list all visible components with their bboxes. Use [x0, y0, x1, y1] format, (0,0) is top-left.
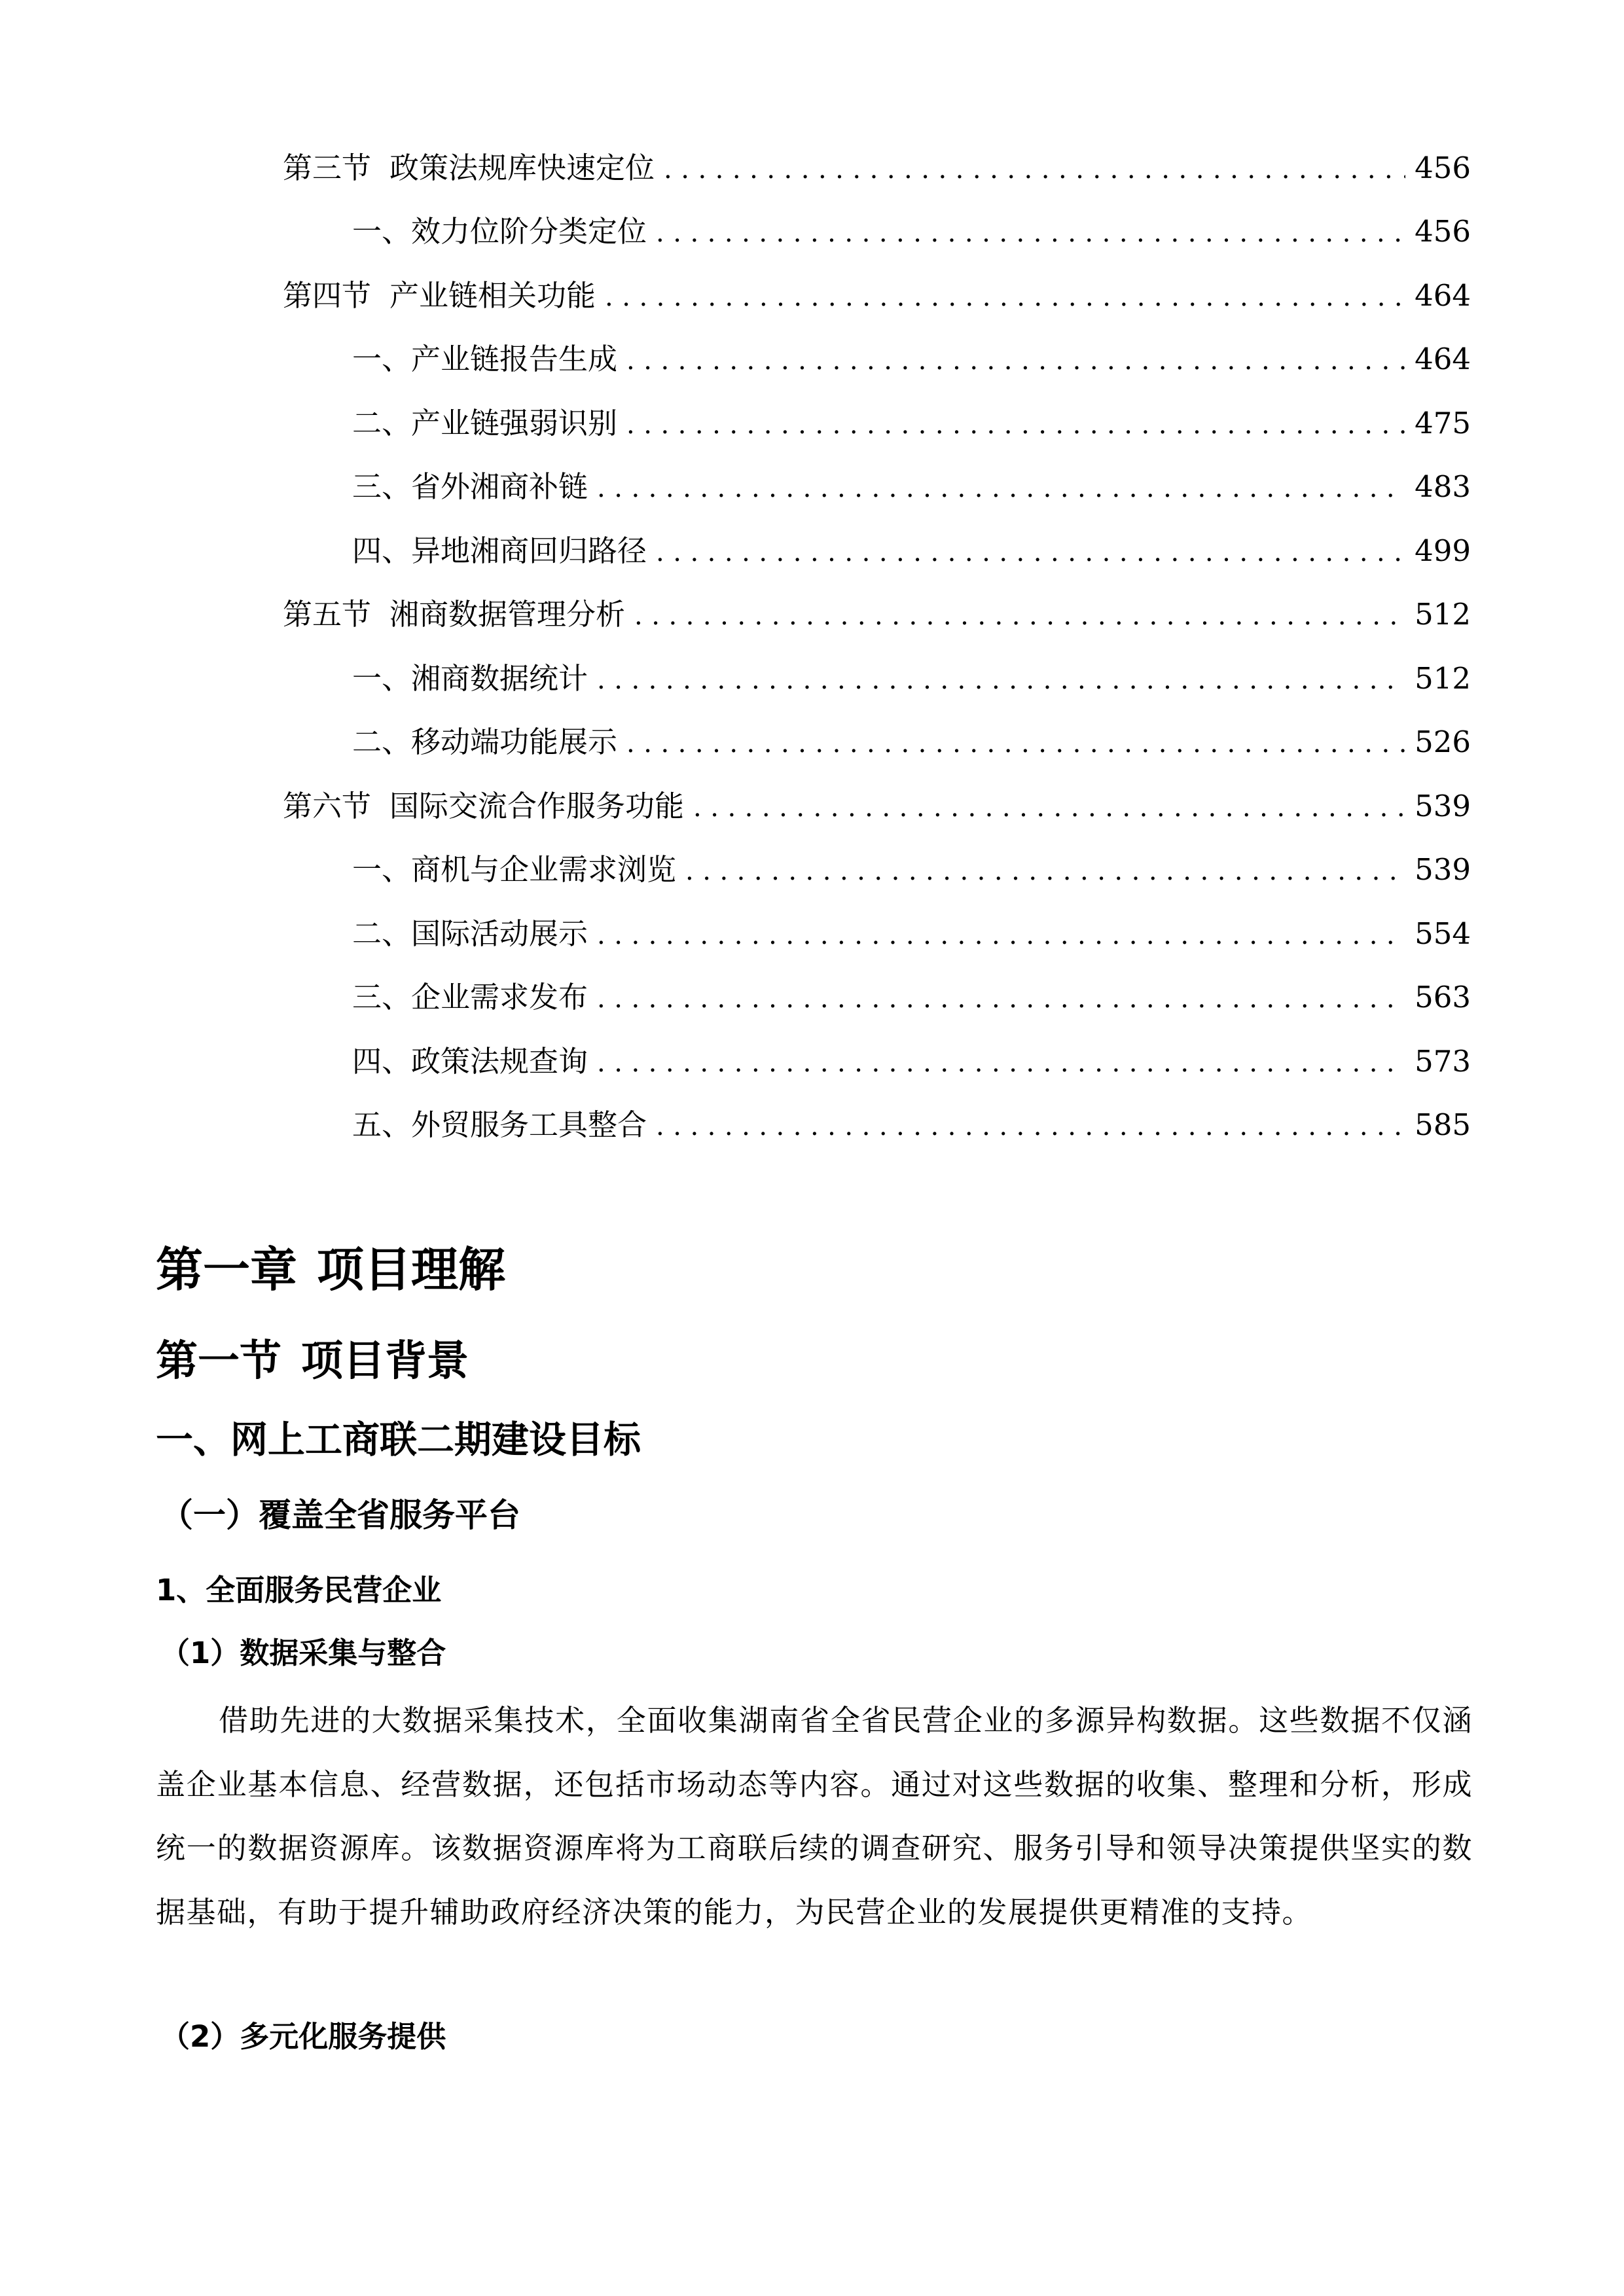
toc-entry-page: 499 [1415, 533, 1471, 568]
toc-entry-title: 产业链相关功能 [389, 278, 596, 313]
toc-entry-number: 一、 [352, 342, 412, 376]
toc-entry[interactable] [352, 464, 1471, 510]
toc-entry[interactable] [352, 911, 1471, 957]
toc-entry-number: 二、 [352, 725, 412, 759]
toc-dot-leader [664, 147, 1405, 192]
toc-entry-title: 国际交流合作服务功能 [389, 789, 685, 823]
toc-dot-leader [656, 1103, 1405, 1149]
toc-entry-title: 异地湘商回归路径 [411, 533, 647, 568]
toc-entry-title: 移动端功能展示 [411, 725, 618, 759]
toc-entry-page: 554 [1415, 916, 1471, 951]
toc-dot-leader [656, 529, 1405, 575]
section-title: 项目背景 [301, 1337, 469, 1386]
toc-entry[interactable] [352, 1039, 1471, 1085]
toc-entry-page: 585 [1415, 1107, 1471, 1142]
toc-entry[interactable] [352, 847, 1471, 893]
toc-entry-title: 外贸服务工具整合 [411, 1107, 647, 1142]
toc-dot-leader [597, 976, 1405, 1022]
toc-entry-number: 第六节 [283, 789, 372, 823]
toc-dot-leader [597, 465, 1405, 511]
subsection-heading-2: （一）覆盖全省服务平台 [160, 1496, 520, 1534]
toc-dot-leader [685, 848, 1405, 894]
toc-entry-title: 企业需求发布 [411, 980, 588, 1014]
toc-entry-title: 政策法规库快速定位 [389, 151, 655, 185]
chapter-title: 项目理解 [317, 1242, 506, 1297]
toc-dot-leader [597, 657, 1405, 703]
toc-dot-leader [626, 338, 1405, 384]
toc-entry-title: 商机与企业需求浏览 [411, 852, 677, 887]
toc-entry-number: 第三节 [283, 151, 372, 185]
toc-entry-page: 573 [1415, 1044, 1471, 1079]
toc-entry-title: 产业链强弱识别 [411, 406, 618, 440]
toc-entry-number: 二、 [352, 916, 412, 951]
chapter-heading [156, 1237, 505, 1302]
toc-entry-page: 475 [1415, 406, 1471, 440]
section-heading [156, 1332, 469, 1391]
toc-entry-page: 456 [1415, 151, 1471, 185]
body-paragraph: 借助先进的大数据采集技术，全面收集湖南省全省民营企业的多源异构数据。这些数据不仅涵盖企业基本信息、经营数据，还包括市场动态等内容。通过对这些数据的收集、整理和分析，形成统一的数据资源库。该数据资源库将为工商联后续的调查研究、服务引导和领导决策提供坚实的数据基础，有助于提升辅助政府经济决策的能力，为民营企业的发展提供更精准的支持。 [156, 1703, 1473, 1929]
toc-entry-page: 563 [1415, 980, 1471, 1014]
toc-entry-page: 464 [1415, 342, 1471, 376]
toc-entry-title: 产业链报告生成 [411, 342, 618, 376]
toc-entry-number: 一、 [352, 661, 412, 696]
subsection-heading-1: 一、网上工商联二期建设目标 [156, 1418, 641, 1462]
toc-entry-page: 456 [1415, 214, 1471, 249]
toc-entry[interactable] [283, 783, 1471, 829]
toc-dot-leader [626, 721, 1405, 766]
toc-entry[interactable] [352, 719, 1471, 765]
toc-entry[interactable] [283, 145, 1471, 191]
toc-entry-number: 一、 [352, 214, 412, 249]
toc-entry-title: 湘商数据管理分析 [389, 597, 626, 632]
toc-dot-leader [597, 912, 1405, 958]
toc-dot-leader [634, 593, 1405, 639]
toc-entry-number: 第四节 [283, 278, 372, 313]
toc-entry[interactable] [352, 1102, 1471, 1148]
chapter-number: 第一章 [156, 1242, 298, 1297]
toc-entry-page: 539 [1415, 852, 1471, 887]
toc-entry-number: 四、 [352, 1044, 412, 1079]
toc-entry-title: 政策法规查询 [411, 1044, 588, 1079]
toc-entry-number: 二、 [352, 406, 412, 440]
toc-entry[interactable] [283, 273, 1471, 319]
subsection-heading-4: （1）数据采集与整合 [160, 1636, 446, 1670]
toc-entry[interactable] [352, 975, 1471, 1020]
toc-entry-number: 五、 [352, 1107, 412, 1142]
toc-entry-number: 第五节 [283, 597, 372, 632]
toc-entry-number: 四、 [352, 533, 412, 568]
toc-entry-page: 512 [1415, 597, 1471, 632]
toc-dot-leader [626, 402, 1405, 448]
toc-entry[interactable] [283, 592, 1471, 637]
toc-entry-title: 湘商数据统计 [411, 661, 588, 696]
section-number: 第一节 [156, 1337, 281, 1386]
toc-entry-title: 省外湘商补链 [411, 469, 588, 504]
subsection-heading-5: （2）多元化服务提供 [160, 2019, 446, 2054]
toc-entry-page: 464 [1415, 278, 1471, 313]
toc-entry-number: 三、 [352, 469, 412, 504]
toc-entry-page: 483 [1415, 469, 1471, 504]
toc-entry-page: 539 [1415, 789, 1471, 823]
toc-entry[interactable] [352, 528, 1471, 574]
toc-entry-page: 512 [1415, 661, 1471, 696]
toc-entry-title: 国际活动展示 [411, 916, 588, 951]
toc-dot-leader [656, 210, 1405, 256]
toc-entry[interactable] [352, 401, 1471, 446]
toc-dot-leader [693, 785, 1405, 831]
toc-entry[interactable] [352, 336, 1471, 382]
toc-entry-title: 效力位阶分类定位 [411, 214, 647, 249]
toc-entry[interactable] [352, 656, 1471, 702]
toc-entry-number: 三、 [352, 980, 412, 1014]
toc-entry-page: 526 [1415, 725, 1471, 759]
toc-entry[interactable] [352, 209, 1471, 255]
subsection-heading-3: 1、全面服务民营企业 [156, 1573, 442, 1607]
toc-dot-leader [597, 1040, 1405, 1086]
toc-dot-leader [605, 274, 1405, 320]
toc-entry-number: 一、 [352, 852, 412, 887]
